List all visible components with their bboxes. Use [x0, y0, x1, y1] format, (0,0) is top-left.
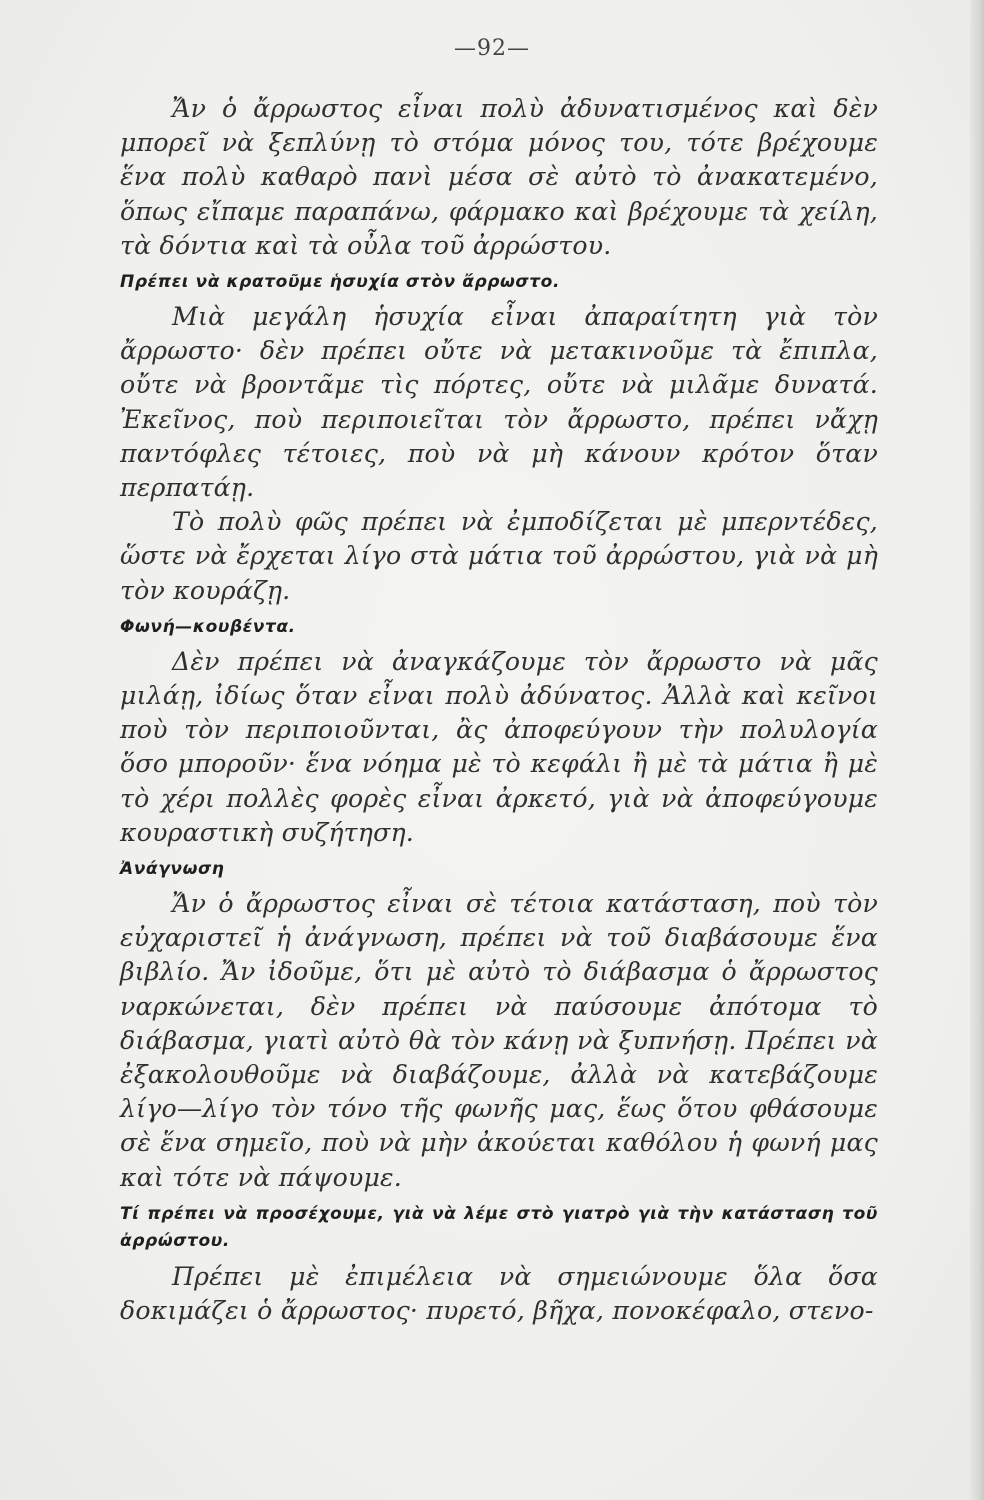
- paragraph-doctor-report: Πρέπει μὲ ἐπιμέλεια νὰ σημειώνουμε ὅλα ὅσα δοκιμάζει ὁ ἄρρωστος· πυρετό, βῆχα, πονοκέφαλο, στενο-: [120, 1261, 878, 1326]
- heading-quiet: Πρέπει νὰ κρατοῦμε ἡσυχία στὸν ἄρρωστο.: [120, 272, 561, 293]
- paragraph-quiet: Μιὰ μεγάλη ἡσυχία εἶναι ἀπαραίτητη γιὰ τὸν ἄρρωστο· δὲν πρέπει οὔτε νὰ μετακινοῦμε τὰ ἔπιπλα, οὔτε νὰ βροντᾶμε τὶς πόρτες, οὔτε νὰ μιλᾶμε δυνατά. Ἐκεῖνος, ποὺ περιποιεῖται τὸν ἄρρωστο, πρέπει νἄχῃ παντόφλες τέτοιες, ποὺ νὰ μὴ κάνουν κρότον ὅταν περπατάῃ.: [120, 302, 878, 503]
- heading-voice: Φωνή—κουβέντα.: [120, 616, 296, 637]
- text-block: [120, 92, 878, 1328]
- page-number: —92—: [454, 36, 530, 61]
- page-edge: [970, 0, 984, 1500]
- paragraph-voice: Δὲν πρέπει νὰ ἀναγκάζουμε τὸν ἄρρωστο νὰ μᾶς μιλάῃ, ἰδίως ὅταν εἶναι πολὺ ἀδύνατος. Ἀλλὰ καὶ κεῖνοι ποὺ τὸν περιποιοῦνται, ἂς ἀποφεύγουν τὴν πολυλογία ὅσο μποροῦν· ἕνα νόημα μὲ τὸ κεφάλι ἢ μὲ τὰ μάτια ἢ μὲ τὸ χέρι πολλὲς φορὲς εἶναι ἀρκετό, γιὰ νὰ ἀποφεύγουμε κουραστικὴ συζήτηση.: [120, 646, 878, 847]
- paragraph-light: Τὸ πολὺ φῶς πρέπει νὰ ἐμποδίζεται μὲ μπερντέδες, ὥστε νὰ ἔρχεται λίγο στὰ μάτια τοῦ ἀρρώστου, γιὰ νὰ μὴ τὸν κουράζῃ.: [120, 507, 878, 605]
- paragraph-mouth-care: Ἄν ὁ ἄρρωστος εἶναι πολὺ ἀδυνατισμένος καὶ δὲν μπορεῖ νὰ ξεπλύνῃ τὸ στόμα μόνος του, τότε βρέχουμε ἕνα πολὺ καθαρὸ πανὶ μέσα σὲ αὐτὸ τὸ ἀνακατεμένο, ὅπως εἴπαμε παραπάνω, φάρμακο καὶ βρέχουμε τὰ χείλη, τὰ δόντια καὶ τὰ οὖλα τοῦ ἀρρώστου.: [120, 94, 878, 260]
- heading-doctor-report: Τί πρέπει νὰ προσέχουμε, γιὰ νὰ λέμε στὸ γιατρὸ γιὰ τὴν κατάσταση τοῦ ἀρρώστου.: [120, 1203, 878, 1251]
- heading-reading: Ἀνάγνωση: [120, 859, 225, 880]
- paragraph-reading: Ἄν ὁ ἄρρωστος εἶναι σὲ τέτοια κατάσταση, ποὺ τὸν εὐχαριστεῖ ἡ ἀνάγνωση, πρέπει νὰ τοῦ διαβάσουμε ἕνα βιβλίο. Ἄν ἰδοῦμε, ὅτι μὲ αὐτὸ τὸ διάβασμα ὁ ἄρρωστος ναρκώνεται, δὲν πρέπει νὰ παύσουμε ἀπότομα τὸ διάβασμα, γιατὶ αὐτὸ θὰ τὸν κάνῃ νὰ ξυπνήσῃ. Πρέπει νὰ ἐξακολουθοῦμε νὰ διαβάζουμε, ἀλλὰ νὰ κατεβάζουμε λίγο—λίγο τὸν τόνο τῆς φωνῆς μας, ἕως ὅτου φθάσουμε σὲ ἕνα σημεῖο, ποὺ νὰ μὴν ἀκούεται καθόλου ἡ φωνή μας καὶ τότε νὰ πάψουμε.: [120, 889, 878, 1192]
